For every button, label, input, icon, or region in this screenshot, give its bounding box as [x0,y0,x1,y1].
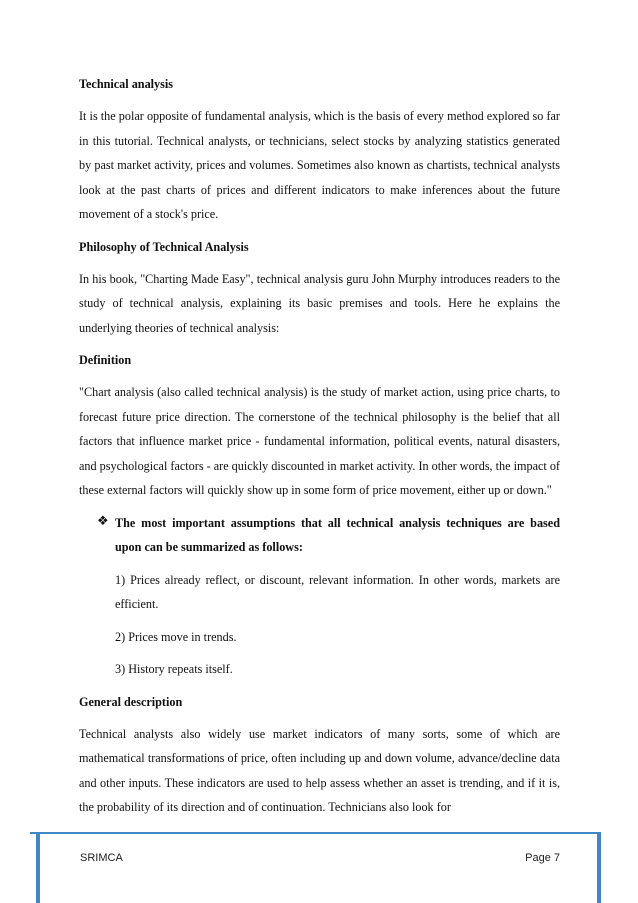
footer-rule [30,832,598,834]
paragraph-general-description: Technical analysts also widely use market indicators of many sorts, some of which are mathematical transformations of price, often including up and down volume, advance/decline data and other inputs. These indicators are used to help assess whether an asset is trending, and if it is, the probability of its direction and of continuation. Technicians also look for [79,726,560,814]
footer-page-number: Page 7 [525,852,560,864]
assumption-item-1: 1) Prices already reflect, or discount, relevant information. In other words, markets are efficient. [115,572,560,611]
diamond-bullet-icon: ❖ [97,513,109,529]
heading-technical-analysis: Technical analysis [79,77,174,91]
paragraph-philosophy: In his book, "Charting Made Easy", technical analysis guru John Murphy introduces readers to the study of technical analysis, explaining its basic premises and tools. Here he explains the underlying theories of technical analysis: [79,271,560,335]
footer-left-border [36,832,40,903]
heading-philosophy: Philosophy of Technical Analysis [79,239,249,254]
assumption-item-3: 3) History repeats itself. [115,662,233,676]
paragraph-technical-analysis: It is the polar opposite of fundamental analysis, which is the basis of every method explored so far in this tutorial. Technical analysts, or technicians, select stocks by analyzing statistics generated by past market activity, prices and volumes. Sometimes also known as chartists, technical analysts look at the past charts of prices and different indicators to make inferences about the future movement of a stock's price. [79,109,560,221]
heading-general-description: General description [79,694,183,709]
assumptions-bullet [79,511,560,560]
footer-right-border [597,832,601,903]
paragraph-definition: "Chart analysis (also called technical analysis) is the study of market action, using price charts, to forecast future price direction. The cornerstone of the technical philosophy is the belief that all factors that influence market price - fundamental information, political events, natural disasters, and psychological factors - are quickly discounted in market activity. In other words, the impact of these external factors will quickly show up in some form of price movement, either up or down." [79,385,560,497]
footer-left-text: SRIMCA [80,852,123,864]
page-content [79,72,560,820]
assumption-item-2: 2) Prices move in trends. [115,629,237,644]
assumptions-heading: The most important assumptions that all technical analysis techniques are based upon can be summarized as follows: [115,515,560,554]
heading-definition: Definition [79,353,132,367]
